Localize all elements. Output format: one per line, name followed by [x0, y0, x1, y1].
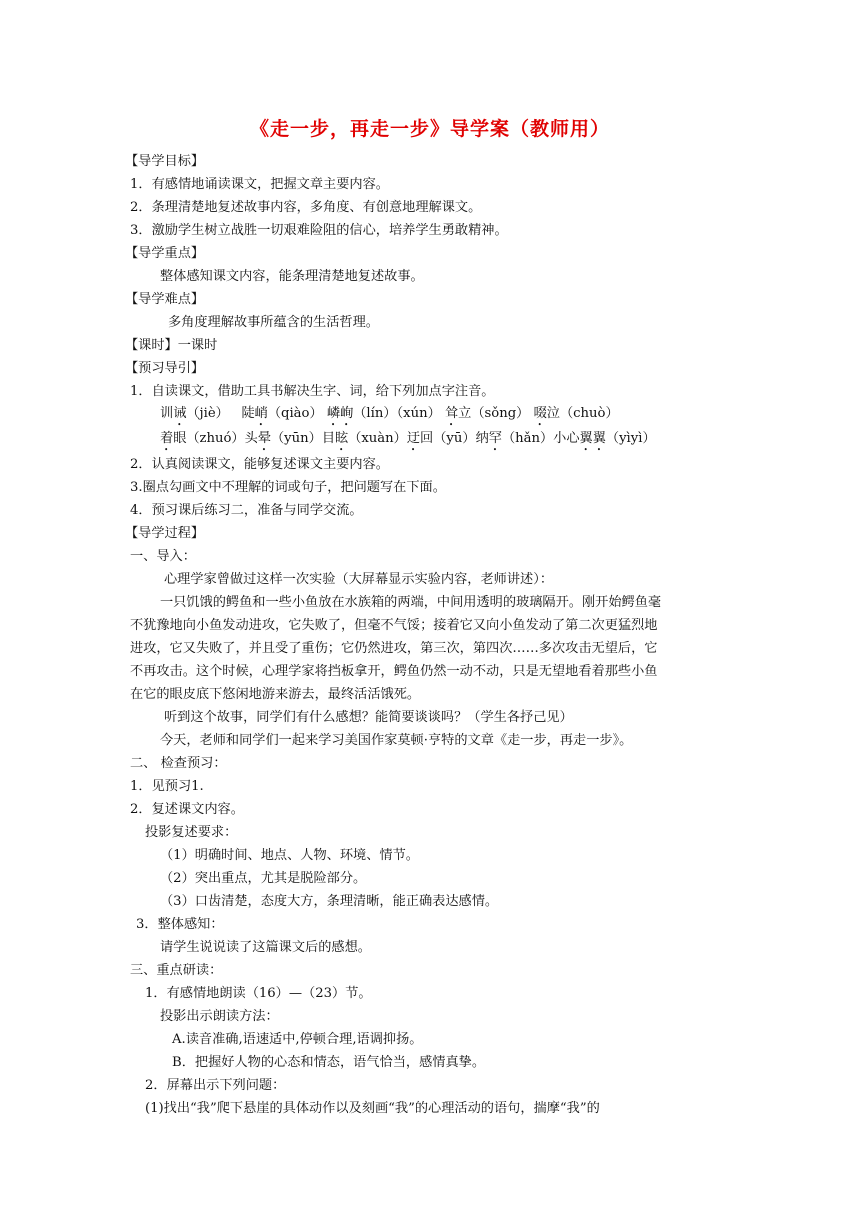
difficulty-heading: 【导学难点】 [125, 292, 205, 307]
discussion-question: 听到这个故事，同学们有什么感想？能简要谈谈吗？（学生各抒己见） [164, 710, 573, 725]
story-paragraph-line: 不再攻击。这个时候，心理学家将挡板拿开，鳄鱼仍然一动不动，只是无望地看着那些小鱼 [130, 664, 658, 679]
key-point-heading: 【导学重点】 [125, 246, 205, 261]
requirement-3: （3）口齿清楚，态度大方，条理清晰，能正确表达感情。 [160, 894, 499, 909]
period-heading: 【课时】 [125, 338, 178, 353]
vocab-word: 着眼（zhuó） [160, 431, 245, 446]
section-2-item-2: 2．复述课文内容。 [130, 802, 244, 817]
section-3-heading: 三、重点研读： [130, 963, 223, 978]
preview-item-3: 3.圈点勾画文中不理解的词或句子，把问题写在下面。 [130, 480, 446, 495]
story-paragraph-line: 进攻，它又失败了，并且受了重伤；它仍然进攻，第三次，第四次……多次攻击无望后，它 [130, 641, 658, 656]
goal-item-1: 1．有感情地诵读课文，把握文章主要内容。 [130, 177, 389, 192]
requirement-1: （1）明确时间、地点、人物、环境、情节。 [160, 848, 419, 863]
section-2-item-3-text: 请学生说说读了这篇课文后的感想。 [160, 940, 371, 955]
preview-item-4: 4．预习课后练习二，准备与同学交流。 [130, 503, 363, 518]
topic-introduction: 今天，老师和同学们一起来学习美国作家莫顿·亨特的文章《走一步，再走一步》。 [160, 733, 633, 748]
document-title: 《走一步，再走一步》导学案（教师用） [249, 118, 610, 140]
vocab-word: 头晕（yūn） [244, 431, 322, 446]
difficulty-text: 多角度理解故事所蕴含的生活哲理。 [168, 315, 379, 330]
goal-item-3: 3．激励学生树立战胜一切艰难险阻的信心，培养学生勇敢精神。 [130, 223, 508, 238]
retelling-requirements-label: 投影复述要求： [145, 825, 238, 840]
section-2-item-1: 1．见预习1. [130, 779, 204, 794]
vocab-word: 小心翼翼（yìyì） [553, 431, 656, 446]
vocab-word: 目眩（xuàn） [321, 431, 407, 446]
requirement-2: （2）突出重点，尤其是脱险部分。 [160, 871, 367, 886]
preview-heading: 【预习导引】 [125, 361, 205, 376]
section-2-heading: 二、 检查预习： [130, 756, 227, 771]
section-3-question-1: (1)找出“我”爬下悬崖的具体动作以及刻画“我”的心理活动的语句，揣摩“我”的 [145, 1101, 600, 1116]
section-1-heading: 一、导入： [130, 549, 196, 564]
reading-method-label: 投影出示朗读方法： [160, 1009, 279, 1024]
story-paragraph-line: 在它的眼皮底下悠闲地游来游去，最终活活饿死。 [130, 687, 421, 702]
vocab-word: 啜泣（chuò） [533, 406, 619, 421]
vocab-word: 迂回（yū） [406, 431, 476, 446]
story-paragraph-line: 不犹豫地向小鱼发动进攻，它失败了，但毫不气馁；接着它又向小鱼发动了第二次更猛烈地 [130, 618, 658, 633]
preview-item-1: 1．自读课文，借助工具书解决生字、词，给下列加点字注音。 [130, 384, 495, 399]
reading-method-a: A.读音准确,语速适中,停顿合理,语调抑扬。 [172, 1032, 423, 1047]
vocab-word: 耸立（sǒng） [444, 406, 530, 421]
vocab-word: 纳罕（hǎn） [475, 431, 554, 446]
section-2-item-3: 3．整体感知： [136, 917, 224, 932]
story-paragraph-line: 一只饥饿的鳄鱼和一些小鱼放在水族箱的两端，中间用透明的玻璃隔开。刚开始鳄鱼毫 [160, 595, 662, 610]
process-heading: 【导学过程】 [125, 526, 205, 541]
pinyin-row-2 [160, 430, 656, 454]
vocab-word: 训诫（jiè） [160, 406, 229, 421]
section-3-item-2: 2．屏幕出示下列问题： [145, 1078, 286, 1093]
reading-method-b: B．把握好人物的心态和情态，语气恰当，感情真挚。 [172, 1055, 486, 1070]
vocab-word: 嶙峋（lín）（xún） [326, 406, 441, 421]
key-point-text: 整体感知课文内容，能条理清楚地复述故事。 [160, 269, 424, 284]
preview-item-2: 2．认真阅读课文，能够复述课文主要内容。 [130, 457, 389, 472]
goals-heading: 【导学目标】 [125, 154, 205, 169]
period-text: 一课时 [177, 338, 218, 353]
section-3-item-1: 1．有感情地朗读（16）—（23）节。 [145, 986, 372, 1001]
section-1-intro: 心理学家曾做过这样一次实验（大屏幕显示实验内容，老师讲述）： [164, 572, 554, 587]
period-line [125, 337, 217, 355]
pinyin-row-1 [160, 405, 619, 429]
goal-item-2: 2．条理清楚地复述故事内容，多角度、有创意地理解课文。 [130, 200, 482, 215]
vocab-word: 陡峭（qiào） [241, 406, 323, 421]
